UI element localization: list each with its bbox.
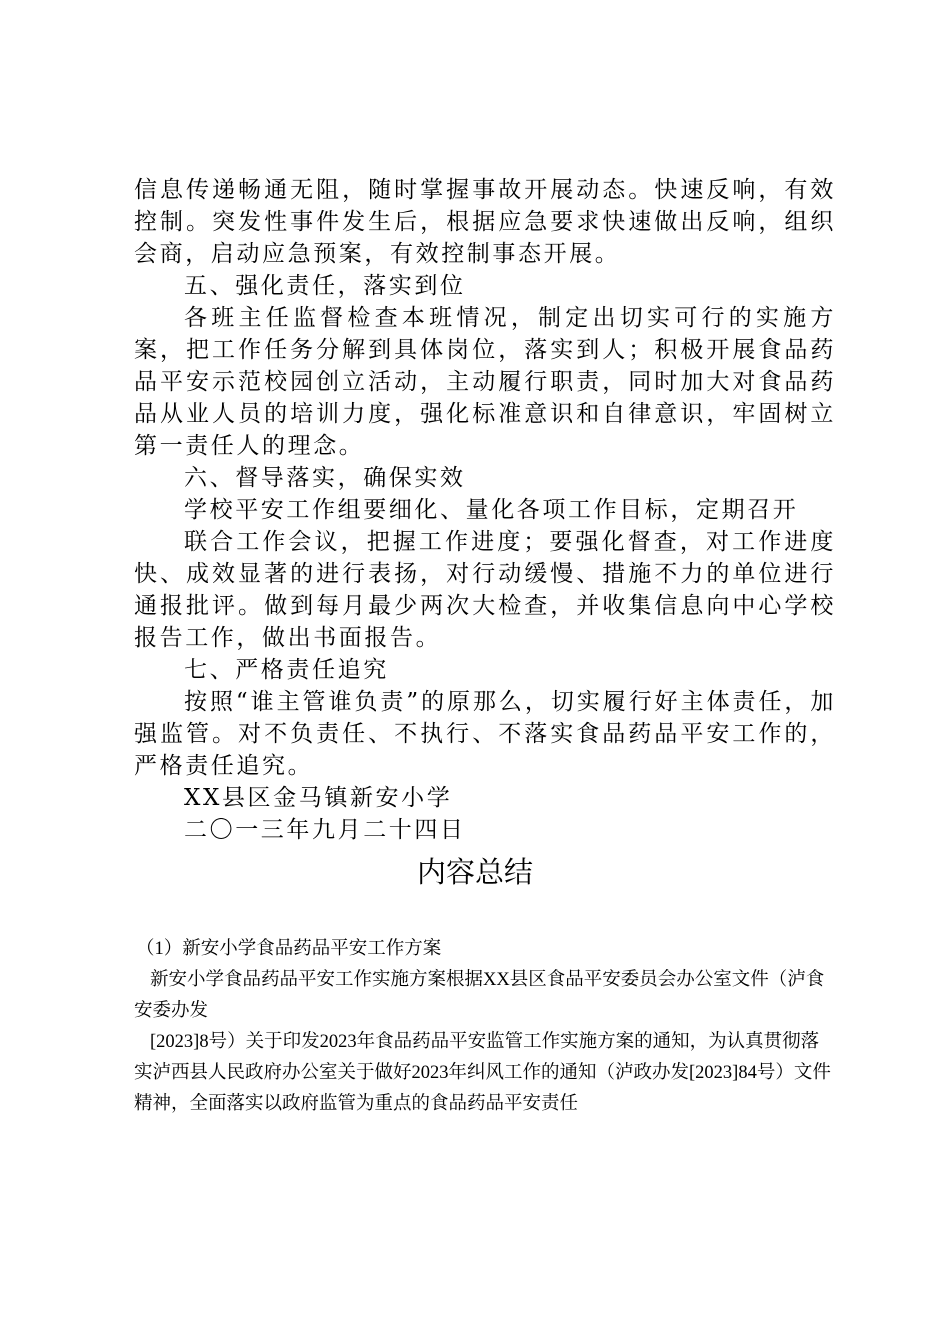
section-5-heading: 五、强化责任，落实到位 <box>184 273 466 299</box>
section-7-text: 按照“谁主管谁负责”的原那么，切实履行好主体责任，加强监管。对不负责任、不执行、不落实食品药品平安工作的，严格责任追究。 <box>134 689 836 779</box>
signature-school: XX县区金马镇新安小学 <box>184 785 453 811</box>
summary-item-heading: （1）新安小学食品药品平安工作方案 <box>136 939 442 959</box>
section-6-text-line1: 学校平安工作组要细化、量化各项工作目标，定期召开 <box>184 497 799 523</box>
document-body <box>134 174 836 846</box>
summary-paragraph-2: [2023]8号）关于印发2023年食品药品平安监管工作实施方案的通知，为认真贯彻落实泸西县人民政府办公室关于做好2023年纠风工作的通知（泸政办发[2023]84号）文件精神，全面落实以政府监管为重点的食品药品平安责任 <box>134 1032 831 1114</box>
section-5-text: 各班主任监督检查本班情况，制定出切实可行的实施方案，把工作任务分解到具体岗位，落实到人；积极开展食品药品平安示范校园创立活动，主动履行职责，同时加大对食品药品从业人员的培训力度，强化标准意识和自律意识，牢固树立第一责任人的理念。 <box>134 305 836 459</box>
section-6-heading: 六、督导落实，确保实效 <box>184 465 466 491</box>
summary-section <box>134 934 834 1120</box>
signature-date: 二〇一三年九月二十四日 <box>184 817 466 843</box>
summary-paragraph-1: 新安小学食品药品平安工作实施方案根据XX县区食品平安委员会办公室文件（泸食安委办发 <box>134 970 825 1021</box>
summary-title: 内容总结 <box>416 855 533 889</box>
section-7-heading: 七、严格责任追究 <box>184 657 389 683</box>
paragraph-emergency-response: 信息传递畅通无阻，随时掌握事故开展动态。快速反响，有效控制。突发性事件发生后，根据应急要求快速做出反响，组织会商，启动应急预案，有效控制事态开展。 <box>134 177 836 267</box>
section-6-text: 联合工作会议，把握工作进度；要强化督查，对工作进度快、成效显著的进行表扬，对行动缓慢、措施不力的单位进行通报批评。做到每月最少两次大检查，并收集信息向中心学校报告工作，做出书面报告。 <box>134 529 836 651</box>
